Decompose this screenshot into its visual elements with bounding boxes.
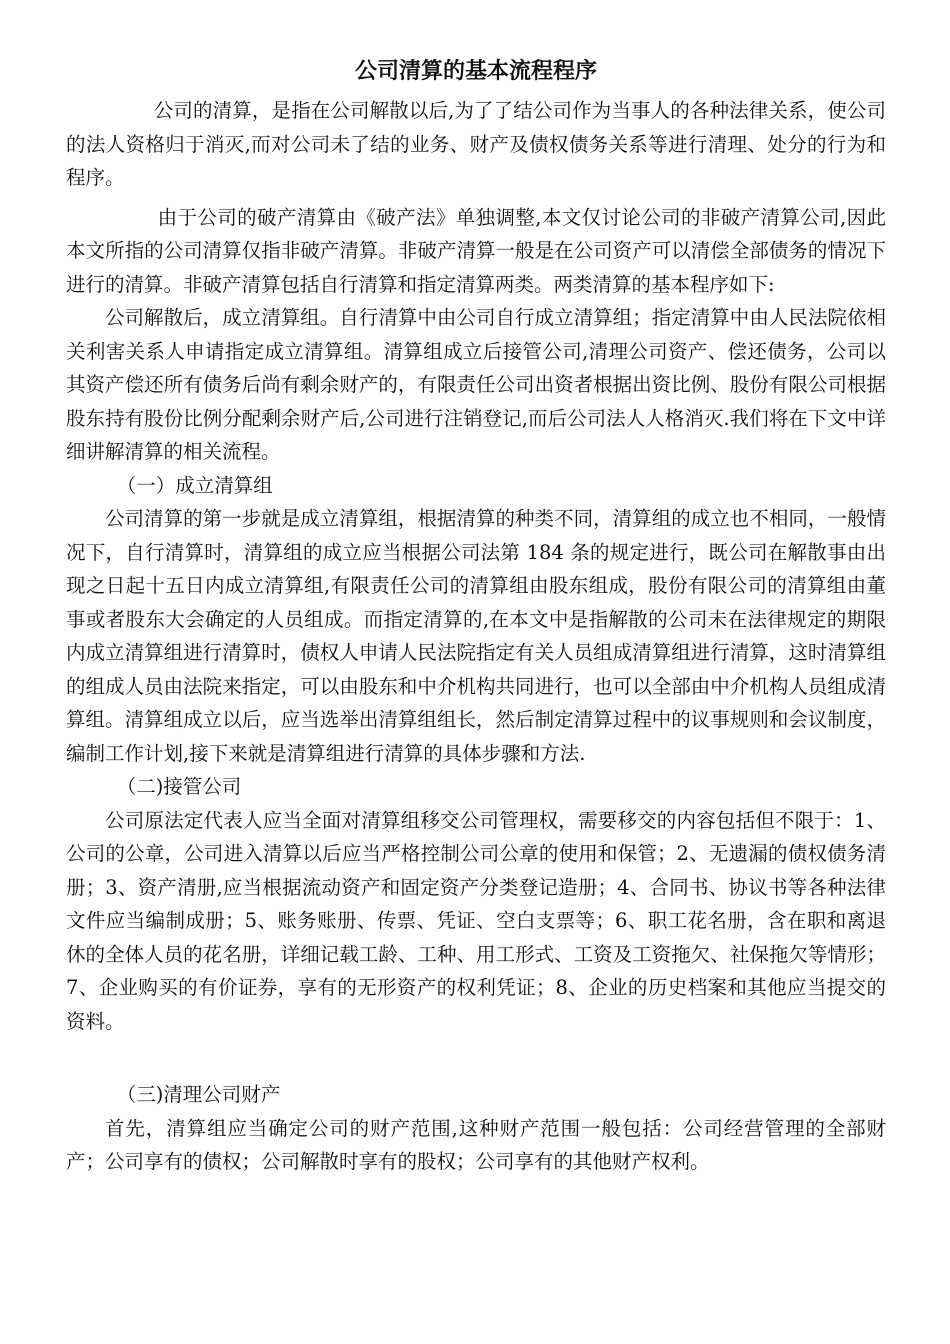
section-1-heading: （一）成立清算组 bbox=[116, 473, 273, 497]
paragraph-spacer bbox=[66, 1038, 886, 1078]
intro-paragraph-1: 公司的清算，是指在公司解散以后,为了了结公司作为当事人的各种法律关系，使公司的法人资格归于消灭,而对公司未了结的业务、财产及债权债务关系等进行清理、处分的行为和程序。 bbox=[66, 99, 886, 189]
section-2-body: 公司原法定代表人应当全面对清算组移交公司管理权，需要移交的内容包括但不限于：1、公司的公章，公司进入清算以后应当严格控制公司公章的使用和保管；2、无遗漏的债权债务清册；3、资产清册,应当根据流动资产和固定资产分类登记造册；4、合同书、协议书等各种法律文件应当编制成册；5、账务账册、传票、凭证、空白支票等；6、职工花名册，含在职和离退休的全体人员的花名册，详细记载工龄、工种、用工形式、工资及工资拖欠、社保拖欠等情形；7、企业购买的有价证券，享有的无形资产的权利凭证；8、企业的历史档案和其他应当提交的资料。 bbox=[66, 808, 886, 1033]
section-2-heading: （二)接管公司 bbox=[116, 775, 242, 798]
intro-paragraph-2: 由于公司的破产清算由《破产法》单独调整,本文仅讨论公司的非破产清算公司,因此本文所指的公司清算仅指非破产清算。非破产清算一般是在公司资产可以清偿全部债务的情况下进行的清算。非破产清算包括自行清算和指定清算两类。两类清算的基本程序如下: bbox=[66, 205, 886, 296]
section-3-body: 首先，清算组应当确定公司的财产范围,这种财产范围一般包括：公司经营管理的全部财产；公司享有的债权；公司解散时享有的股权；公司享有的其他财产权利。 bbox=[66, 1116, 886, 1173]
document-title: 公司清算的基本流程程序 bbox=[354, 59, 597, 84]
section-3-heading: （三)清理公司财产 bbox=[116, 1083, 281, 1106]
document-page bbox=[66, 52, 886, 1179]
intro-paragraph-3: 公司解散后，成立清算组。自行清算中由公司自行成立清算组；指定清算中由人民法院依相关利害关系人申请指定成立清算组。清算组成立后接管公司,清理公司资产、偿还债务，公司以其资产偿还所有债务后尚有剩余财产的，有限责任公司出资者根据出资比例、股份有限公司根据股东持有股份比例分配剩余财产后,公司进行注销登记,而后公司法人人格消灭.我们将在下文中详细讲解清算的相关流程。 bbox=[66, 306, 886, 463]
section-1-body: 公司清算的第一步就是成立清算组，根据清算的种类不同，清算组的成立也不相同，一般情况下，自行清算时，清算组的成立应当根据公司法第 184 条的规定进行，既公司在解散事由出现之日起十五日内成立清算组,有限责任公司的清算组由股东组成，股份有限公司的清算组由董事或者股东大会确定的人员组成。而指定清算的,在本文中是指解散的公司未在法律规定的期限内成立清算组进行清算时，债权人申请人民法院指定有关人员组成清算组进行清算，这时清算组的组成人员由法院来指定，可以由股东和中介机构共同进行，也可以全部由中介机构人员组成清算组。清算组成立以后，应当选举出清算组组长，然后制定清算过程中的议事规则和会议制度，编制工作计划,接下来就是清算组进行清算的具体步骤和方法. bbox=[66, 507, 886, 765]
